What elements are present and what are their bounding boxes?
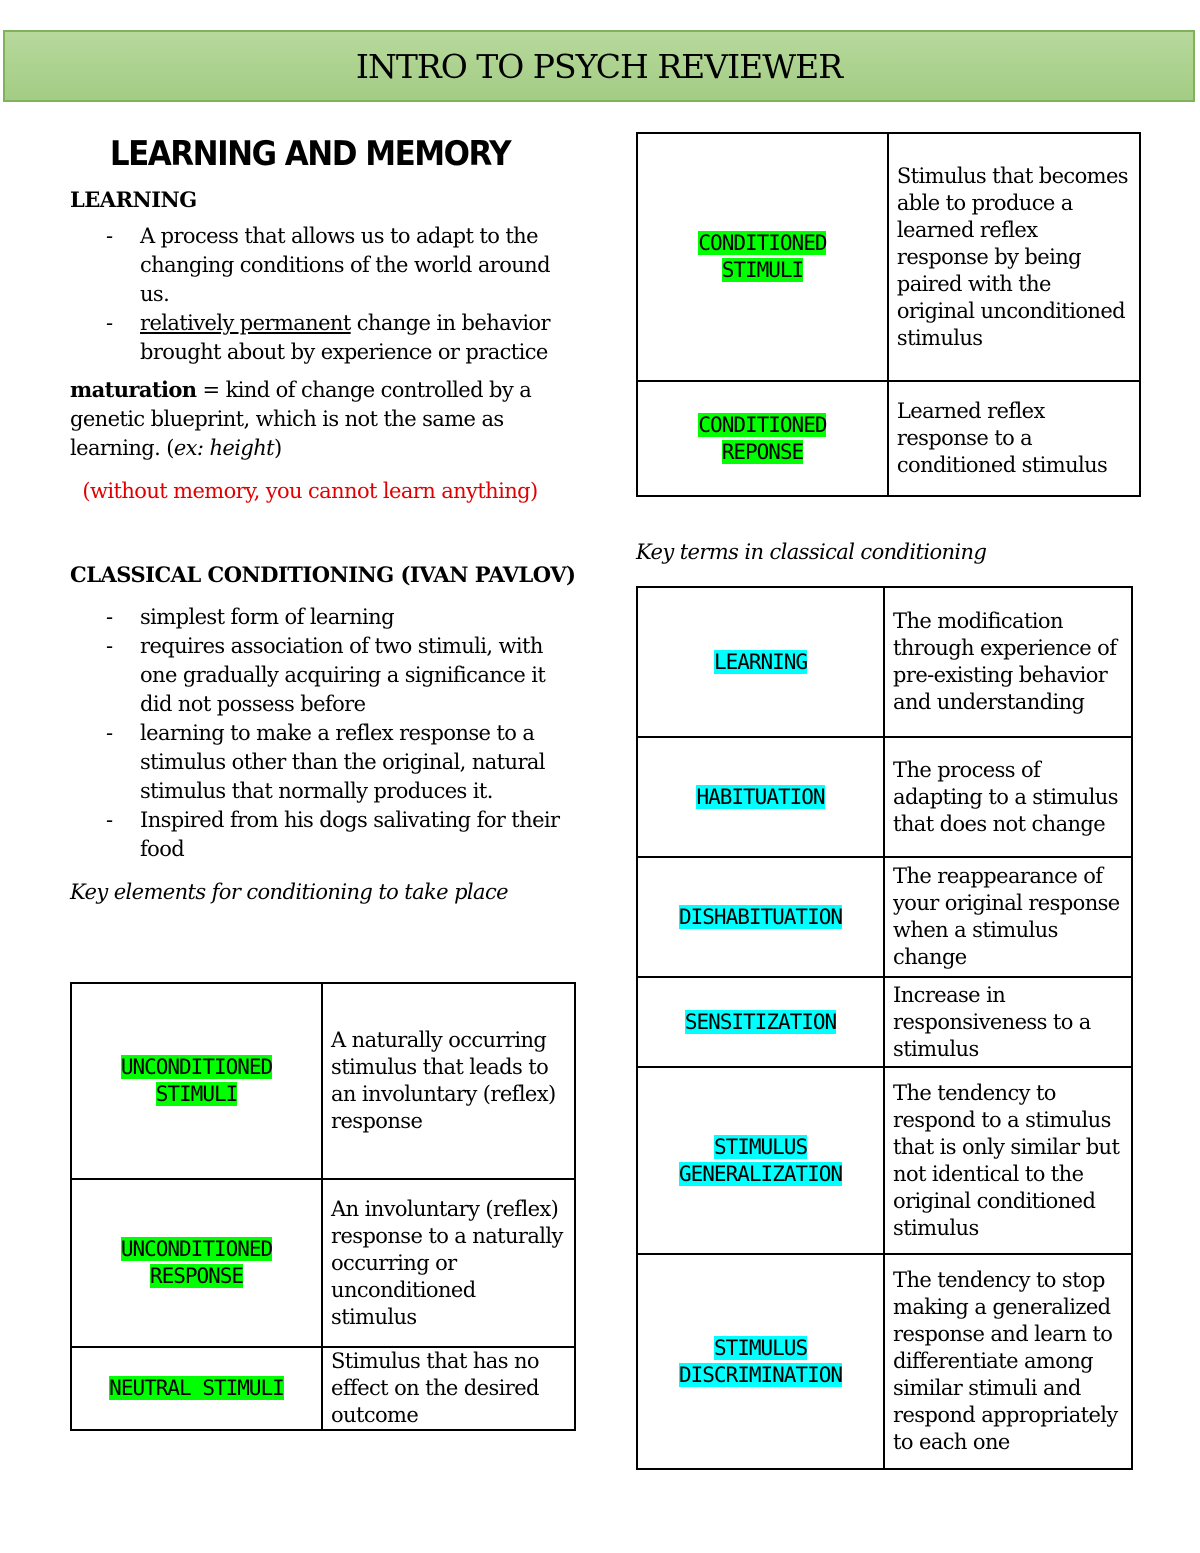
table-row [637, 1254, 1132, 1469]
term-label: SENSITIZATION [684, 1009, 837, 1034]
definition-cell: Increase in responsiveness to a stimulus [884, 977, 1132, 1067]
definition-cell: The tendency to respond to a stimulus that is only similar but not identical to the original conditioned stimulus [884, 1067, 1132, 1254]
classical-conditioning-list [70, 603, 580, 864]
term-cell [71, 983, 322, 1179]
list-item: - Inspired from his dogs salivating for their food [70, 806, 580, 864]
table-row [637, 857, 1132, 977]
term-cell [637, 977, 884, 1067]
definition-cell: Stimulus that becomes able to produce a learned reflex response by being paired with the original unconditioned stimulus [888, 133, 1140, 381]
term-label: UNCONDITIONED [120, 1055, 273, 1079]
conditioned-table [636, 132, 1141, 497]
list-item-text: change in behavior brought about by experience or practice [140, 311, 550, 364]
definition-cell: The tendency to stop making a generalized response and learn to differentiate among similar stimuli and respond appropriately to each one [884, 1254, 1132, 1469]
elements-table [70, 982, 576, 1431]
table-row [637, 381, 1140, 496]
list-item [70, 309, 580, 367]
maturation-text: = kind of change controlled by a genetic blueprint, which is not the same as learning. ( [70, 378, 532, 460]
learning-heading: LEARNING [70, 187, 197, 212]
classical-conditioning-heading: CLASSICAL CONDITIONING (IVAN PAVLOV) [70, 562, 576, 587]
table-row [637, 737, 1132, 857]
elements-caption: Key elements for conditioning to take place [70, 880, 508, 904]
term-label: REPONSE [721, 439, 804, 464]
term-cell [71, 1179, 322, 1347]
list-item: - learning to make a reflex response to a stimulus other than the original, natural stimulus that normally produces it. [70, 719, 580, 806]
term-label: CONDITIONED [698, 412, 827, 437]
underlined-phrase: relatively permanent [140, 311, 351, 335]
definition-cell: The process of adapting to a stimulus that does not change [884, 737, 1132, 857]
list-item: - simplest form of learning [70, 603, 580, 632]
term-cell [637, 737, 884, 857]
table-row [71, 1179, 575, 1347]
section-title: LEARNING AND MEMORY [109, 134, 511, 174]
maturation-definition [70, 375, 580, 463]
table-row [637, 133, 1140, 381]
list-item: - requires association of two stimuli, with one gradually acquiring a significance it did not possess before [70, 632, 580, 719]
term-label: STIMULI [155, 1082, 238, 1106]
definition-cell: A naturally occurring stimulus that leads to an involuntary (reflex) response [322, 983, 575, 1179]
term-cell [637, 381, 888, 496]
term-label: STIMULUS [713, 1335, 808, 1360]
term-label: LEARNING [713, 649, 808, 674]
term-label: NEUTRAL STIMULI [109, 1376, 284, 1400]
term-label: CONDITIONED [698, 231, 827, 255]
term-label: RESPONSE [149, 1264, 244, 1288]
table-row [637, 587, 1132, 737]
title-banner [3, 30, 1195, 102]
key-terms-caption: Key terms in classical conditioning [636, 540, 987, 564]
term-cell [637, 1254, 884, 1469]
definition-cell: An involuntary (reflex) response to a naturally occurring or unconditioned stimulus [322, 1179, 575, 1347]
term-cell [637, 133, 888, 381]
table-row [71, 1347, 575, 1430]
learning-list [70, 222, 580, 367]
term-cell [637, 587, 884, 737]
term-label: DISHABITUATION [679, 904, 843, 929]
term-label: DISCRIMINATION [679, 1362, 843, 1387]
table-row [71, 983, 575, 1179]
term-label: UNCONDITIONED [120, 1237, 273, 1261]
table-row [637, 1067, 1132, 1254]
key-terms-table [636, 586, 1133, 1470]
definition-cell: The modification through experience of pre-existing behavior and understanding [884, 587, 1132, 737]
memory-note: (without memory, you cannot learn anything) [82, 479, 538, 503]
left-column [70, 130, 580, 904]
definition-cell: Learned reflex response to a conditioned stimulus [888, 381, 1140, 496]
maturation-close: ) [273, 436, 282, 460]
term-label: GENERALIZATION [679, 1161, 843, 1186]
term-label: STIMULUS [713, 1134, 808, 1159]
document-title: INTRO TO PSYCH REVIEWER [355, 46, 843, 86]
list-item: - A process that allows us to adapt to the changing conditions of the world around us. [70, 222, 580, 309]
maturation-example: ex: height [173, 436, 274, 460]
term-label: STIMULI [721, 258, 804, 282]
maturation-term: maturation [70, 377, 197, 402]
definition-cell: Stimulus that has no effect on the desired outcome [322, 1347, 575, 1430]
term-cell [71, 1347, 322, 1430]
term-label: HABITUATION [696, 784, 825, 809]
definition-cell: The reappearance of your original response when a stimulus change [884, 857, 1132, 977]
term-cell [637, 857, 884, 977]
table-row [637, 977, 1132, 1067]
term-cell [637, 1067, 884, 1254]
